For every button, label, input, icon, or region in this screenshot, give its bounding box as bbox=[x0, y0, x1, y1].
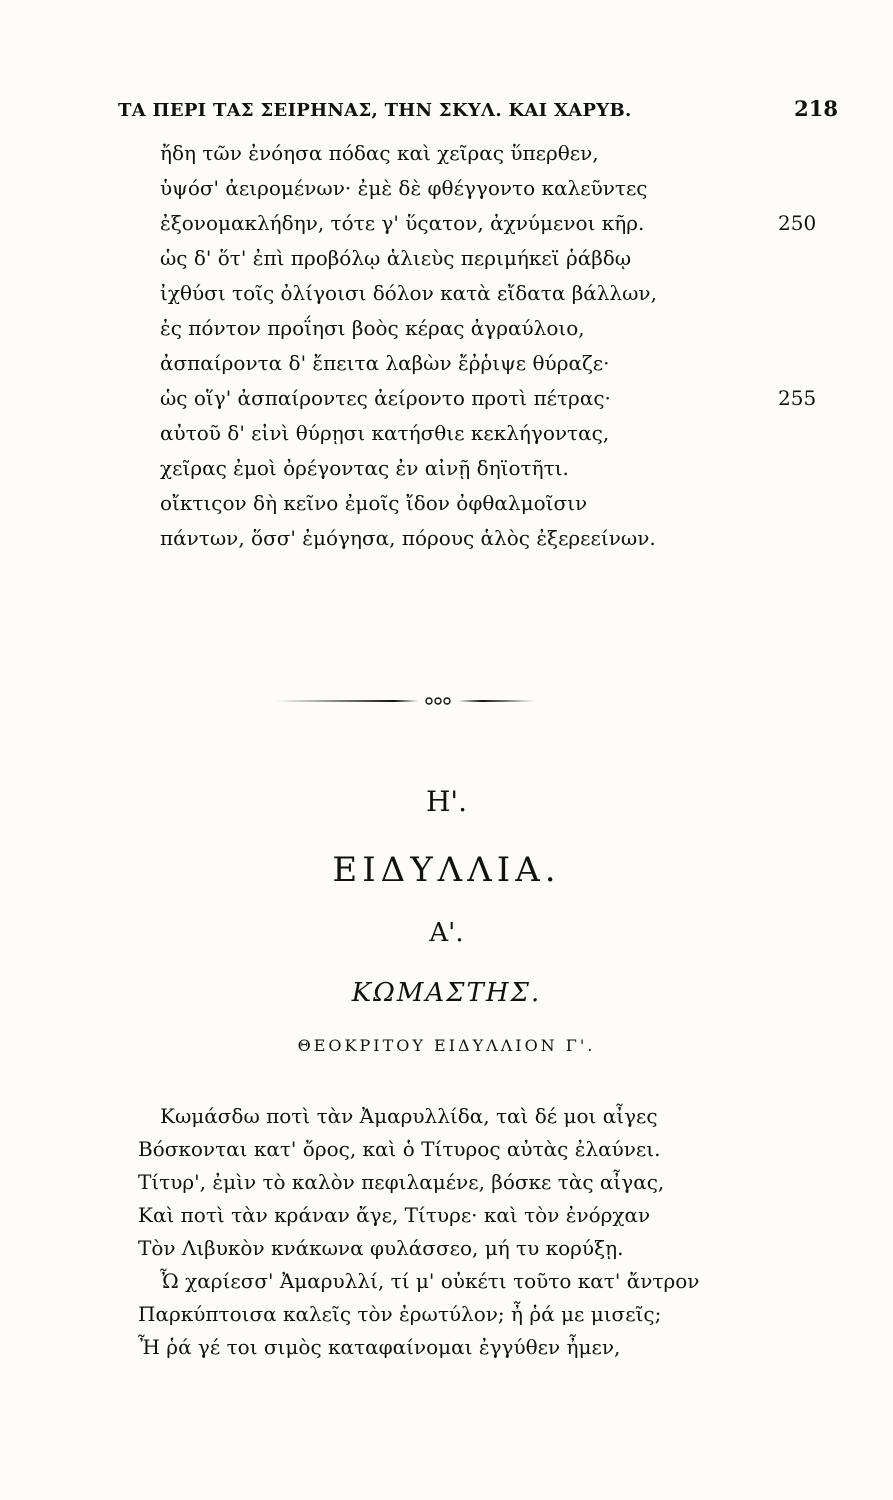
ornamental-rule bbox=[276, 696, 534, 706]
verse-line bbox=[160, 136, 840, 171]
verse-text: ἐς πόντον προΐησι βοὸς κέρας ἀγραύλοιο, bbox=[160, 316, 585, 340]
idyll-title: ΚΩΜΑΣΤΗΣ. bbox=[351, 978, 542, 1008]
poem-line: Τὸν Λιβυκὸν κνάκωνα φυλάσσεο, μή τυ κορύξῃ. bbox=[138, 1236, 624, 1260]
verse-line bbox=[160, 381, 840, 416]
verse-text: ὡς οἵγ' ἀσπαίροντες ἀείροντο προτὶ πέτρας· bbox=[160, 386, 611, 410]
verse-text: ἤδη τῶν ἐνόησα πόδας καὶ χεῖρας ὕπερθεν, bbox=[160, 141, 599, 165]
running-title: ΤΑ ΠΕΡΙ ΤΑΣ ΣΕΙΡΗΝΑΣ, ΤΗΝ ΣΚΥΛ. ΚΑΙ ΧΑΡΥΒ. bbox=[118, 100, 632, 121]
verse-text: πάντων, ὅσσ' ἐμόγησα, πόρους ἁλὸς ἐξερεείνων. bbox=[160, 526, 656, 550]
verse-text: ὑψόσ' ἀειρομένων· ἐμὲ δὲ φθέγγοντο καλεῦντες bbox=[160, 176, 648, 200]
verse-line bbox=[160, 241, 840, 276]
verse-line bbox=[160, 276, 840, 311]
verse-text: ἰχθύσι τοῖς ὀλίγοισι δόλον κατὰ εἴδατα βάλλων, bbox=[160, 281, 657, 305]
verse-text: χεῖρας ἐμοὶ ὀρέγοντας ἐν αἰνῇ δηϊοτῆτι. bbox=[160, 456, 569, 480]
idyll-number: Α'. bbox=[429, 918, 464, 948]
running-header bbox=[118, 96, 838, 121]
odyssey-verses bbox=[160, 136, 840, 556]
line-number: 250 bbox=[778, 211, 817, 235]
verse-line bbox=[160, 416, 840, 451]
book-number: Η'. bbox=[425, 785, 467, 818]
verse-line bbox=[160, 171, 840, 206]
poem-line: Τίτυρ', ἐμὶν τὸ καλὸν πεφιλαμένε, βόσκε τὰς αἶγας, bbox=[138, 1170, 665, 1194]
verse-text: ἀσπαίροντα δ' ἔπειτα λαβὼν ἔῤῥιψε θύραζε· bbox=[160, 351, 610, 375]
poem-line: Παρκύπτοισα καλεῖς τὸν ἐρωτύλον; ἦ ῥά με μισεῖς; bbox=[138, 1302, 662, 1326]
verse-line bbox=[160, 451, 840, 486]
source-heading: ΘΕΟΚΡΙΤΟΥ ΕΙΔΥΛΛΙΟΝ Γ'. bbox=[297, 1036, 596, 1055]
poem-line: Καὶ ποτὶ τὰν κράναν ἄγε, Τίτυρε· καὶ τὸν ἐνόρχαν bbox=[138, 1203, 651, 1227]
poem-line: Κωμάσδω ποτὶ τὰν Ἀμαρυλλίδα, ταὶ δέ μοι αἶγες bbox=[160, 1104, 658, 1128]
idyll-poem bbox=[138, 1100, 828, 1364]
line-number: 255 bbox=[778, 386, 817, 410]
verse-line bbox=[160, 346, 840, 381]
verse-line bbox=[160, 521, 840, 556]
verse-line bbox=[160, 311, 840, 346]
page-number: 218 bbox=[794, 96, 838, 121]
verse-line bbox=[160, 206, 840, 241]
verse-text: αὐτοῦ δ' εἰνὶ θύρῃσι κατήσθιε κεκλήγοντας, bbox=[160, 421, 610, 445]
verse-text: ἐξονομακλήδην, τότε γ' ὕςατον, ἀχνύμενοι κῆρ. bbox=[160, 211, 645, 235]
verse-line bbox=[160, 486, 840, 521]
poem-line: Ὦ χαρίεσσ' Ἀμαρυλλί, τί μ' οὐκέτι τοῦτο κατ' ἄντρον bbox=[160, 1269, 700, 1293]
book-title: ΕΙΔΥΛΛΙΑ. bbox=[332, 850, 561, 890]
poem-line: Ἦ ῥά γέ τοι σιμὸς καταφαίνομαι ἐγγύθεν ἦμεν, bbox=[138, 1335, 621, 1359]
verse-text: οἴκτιςον δὴ κεῖνο ἐμοῖς ἴδον ὀφθαλμοῖσιν bbox=[160, 491, 588, 515]
poem-line: Βόσκονται κατ' ὄρος, καὶ ὁ Τίτυρος αὐτὰς ἐλαύνει. bbox=[138, 1137, 661, 1161]
verse-text: ὡς δ' ὅτ' ἐπὶ προβόλῳ ἁλιεὺς περιμήκεϊ ῥάβδῳ bbox=[160, 246, 632, 270]
